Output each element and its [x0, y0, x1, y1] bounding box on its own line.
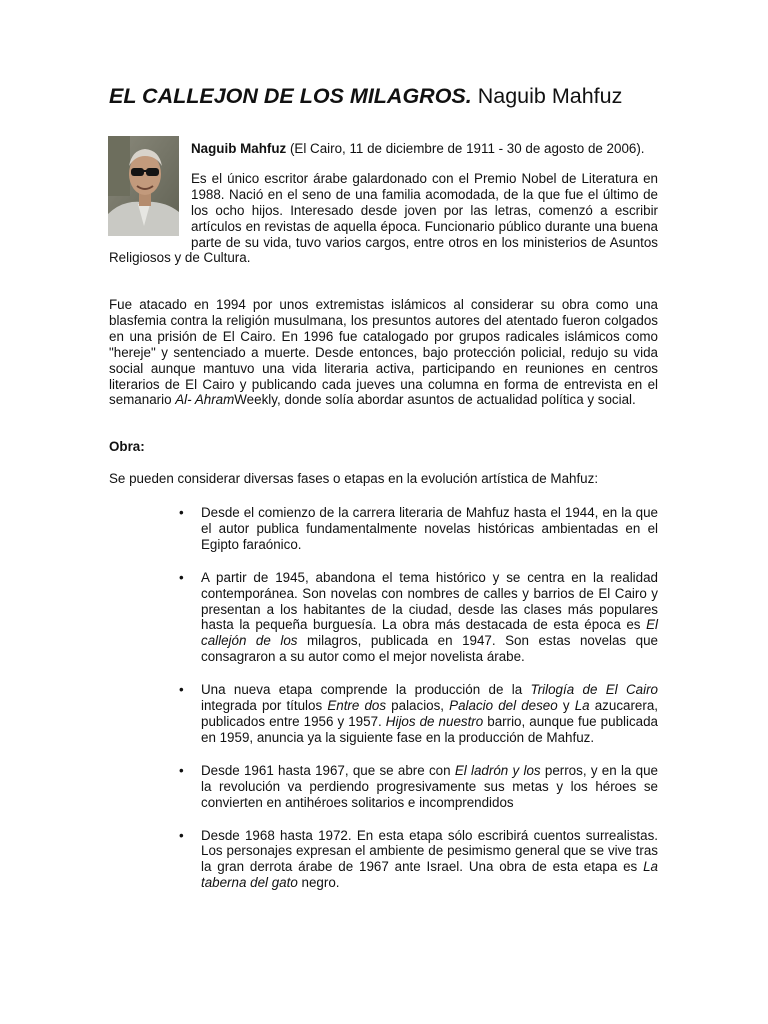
phase-text: Una nueva etapa comprende la producción de la	[201, 682, 531, 698]
phase-text: milagros, publicada en 1947. Son estas novelas que consagraron a su autor como el mejor novelista árabe.	[201, 633, 658, 665]
list-item	[179, 505, 658, 553]
obra-heading: Obra:	[109, 439, 145, 454]
work-title: Entre dos	[327, 698, 387, 714]
work-title: Palacio del deseo	[449, 698, 558, 714]
bullet: •	[179, 827, 184, 843]
phase-text: palacios,	[386, 698, 450, 714]
bullet: •	[179, 505, 184, 520]
phases-intro: Se pueden considerar diversas fases o etapas en la evolución artística de Mahfuz:	[109, 471, 599, 486]
bullet: •	[179, 569, 184, 585]
attack-paragraph	[109, 297, 658, 408]
title-author: Naguib Mahfuz	[477, 84, 623, 108]
work-title: Trilogía de El Cairo	[530, 682, 658, 698]
attack-text-end: Weekly, donde solía abordar asuntos de actualidad política y social.	[234, 392, 636, 408]
intro-bio-paragraph: Es el único escritor árabe galardonado con el Premio Nobel de Literatura en 1988. Nació en el seno de una familia acomodada, de la que fue el último de los ocho hijos. Interesado desde joven por las letras, comenzó a escribir artículos en revistas de aquella época. Funcionario público durante una buena parte de su vida, tuvo varios cargos, entre otros en los ministerios de Asuntos Religiosos y de Cultura.	[109, 170, 658, 266]
list-item	[179, 763, 658, 811]
author-dates: (El Cairo, 11 de diciembre de 1911 - 30 de agosto de 2006).	[289, 141, 645, 156]
phase-text: y	[557, 698, 575, 714]
document-title	[109, 84, 622, 109]
title-work: EL CALLEJON DE LOS MILAGROS.	[109, 84, 472, 108]
intro-section	[109, 141, 658, 266]
intro-name-paragraph	[109, 141, 658, 157]
list-item	[179, 570, 658, 665]
phase-text: Desde el comienzo de la carrera literaria de Mahfuz hasta el 1944, en la que el autor publica fundamentalmente novelas históricas ambientadas en el Egipto faraónico.	[201, 505, 658, 552]
work-title: La	[574, 698, 590, 714]
phases-list	[179, 505, 658, 908]
phase-text: Desde 1968 hasta 1972. En esta etapa sólo escribirá cuentos surrealistas. Los personajes expresan el ambiente de pesimismo general que se vive tras la gran derrota árabe de 1967 ante Israel. Una obra de esta etapa es	[201, 827, 658, 875]
work-title: Hijos de nuestro	[385, 713, 484, 729]
work-title: El callejón de los	[201, 617, 658, 649]
phase-text: negro.	[297, 875, 340, 891]
author-name: Naguib Mahfuz	[191, 141, 287, 156]
attack-text: Fue atacado en 1994 por unos extremistas islámicos al considerar su obra como una blasfemia contra la religión musulmana, los presuntos autores del atentado fueron colgados en una prisión de El Cairo. En 1996 fue catalogado por grupos radicales islámicos como "hereje" y sentenciado a muerte. Desde entonces, bajo protección policial, redujo su vida social aunque mantuvo una vida literaria activa, participando en reuniones en centros literarios de El Cairo y publicando cada jueves una columna en forma de entrevista en el semanario	[109, 297, 658, 408]
phase-text: perros, y en la que la revolución va perdiendo progresivamente sus metas y los héroes se convierten en antihéroes solitarios e incomprendidos	[201, 762, 658, 810]
work-title: El ladrón y los	[454, 762, 541, 778]
phase-text: A partir de 1945, abandona el tema histórico y se centra en la realidad contemporánea. Son novelas con nombres de calles y barrios de El Cairo y presentan a los habitantes de la ciudad, desde las clases más populares hasta la pequeña burguesía. La obra más destacada de esta época es	[201, 569, 658, 633]
photo-spacer	[109, 141, 191, 237]
phase-text: barrio, aunque fue publicada en 1959, anuncia ya la siguiente fase en la producción de Mahfuz.	[201, 713, 659, 745]
phase-text: azucarera, publicados entre 1956 y 1957.	[201, 698, 658, 729]
phase-text: Desde 1961 hasta 1967, que se abre con	[201, 762, 455, 778]
phase-text: integrada por títulos	[201, 698, 328, 714]
bullet: •	[179, 762, 184, 778]
list-item	[179, 828, 658, 892]
newspaper-name: Al- Ahram	[175, 392, 235, 408]
list-item	[179, 682, 658, 746]
work-title: La taberna del gato	[201, 859, 658, 891]
bullet: •	[179, 682, 184, 698]
